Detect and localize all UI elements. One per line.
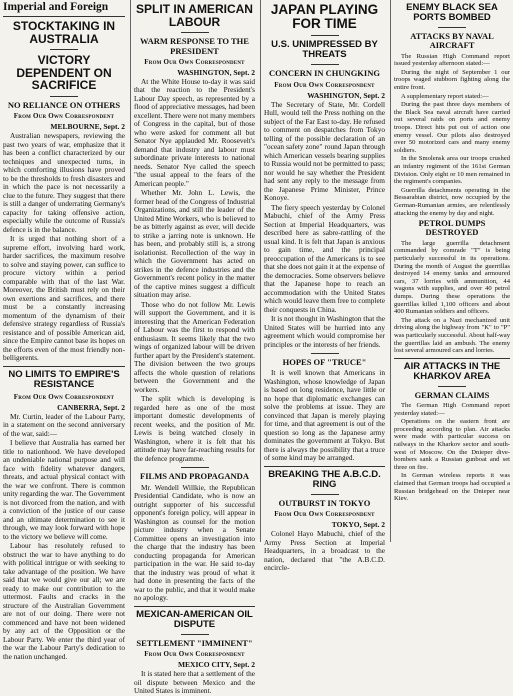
kicker: NO RELIANCE ON OTHERS [7,99,121,110]
dateline: TOKYO, Sept. 2 [331,520,385,530]
article-oil-dispute [134,610,255,696]
article-kharkov [394,362,510,503]
paragraph: Australian newspapers, reviewing the past two years of war, emphasize that it has been a conflict characterized by our techniques and unexpected turns, in which comforting illusions have proved to be the thresholds to fresh disasters and in which the pace is not necessarily a clue to the future. They suggest that there is still a danger of underrating Germany's capacity for taking offensive action, especially while the outcome of Russia's defence is in the balance. [3,131,125,234]
article-truce [264,358,385,463]
dateline: WASHINGTON, Sept. 2 [177,67,255,77]
dateline: MELBOURNE, Sept. 2 [50,122,125,132]
headline: AIR ATTACKS IN THE KHARKOV AREA [403,360,501,382]
divider [438,386,466,387]
dateline: CANBERRA, Sept. 2 [57,402,125,412]
headline: FILMS AND PROPAGANDA [140,471,249,482]
divider [181,467,209,468]
subheadline: OUTBURST IN TOKYO [278,497,371,508]
paragraph: The split which is developing is regarded here as one of the most important domestic developments of recent weeks, and the position of Mr. Lewis is being watched closely in Washington, where it is felt that his attitude may have far-reaching results for the defence programme. [134,394,255,463]
paragraph: I believe that Australia has earned her title to nationhood. We have developed an undeniable national purpose and will face with fidelity whatever dangers, threats, and actual physical contact with the war we confront. There is common unity regarding the war. The Government is not divorced from the nation, and with a conviction of the justice of our cause and an ultimate determination to see it through, we may look forward with hope to the victory we believe will come. [3,438,125,541]
column-1 [0,0,128,661]
paragraph: In German wireless reports it was claimed that German troops had occupied a Russian bridgehead on the Dnieper near Kiev. [394,472,510,503]
divider [50,49,78,50]
paragraph: Those who do not follow Mr. Lewis will support the Government, and it is interesting that the American Federation of Labour was the first to respond with enthusiasm. It seems likely that the two wings of organized labour will be driven further apart by the President's statement. The division between the two groups affects the whole question of relations between the Government and the workers. [134,299,255,394]
byline: From Our Own Correspondent [144,650,245,658]
paragraph: During the past three days members of the Black Sea naval aircraft have carried out several raids on ports and enemy troops. Direct hits put out of action one enemy vessel. Our pilots also destroyed over 50 motorized cars and many enemy soldiers. [394,101,510,154]
paragraph: Mr. Wendell Willkie, the Republican Presidential Candidate, who is now an outright supporter of his successful opponent's foreign policy, will appear in Washington as counsel for the motion picture industry when a Senate Committee opens an investigation into the charge that the industry has been conducting propaganda for American participation in the war. He said to-day that the industry was proud of what it had done in presenting the facts of the war to the public, and that it would make no apology. [134,482,255,603]
byline: From Our Own Correspondent [274,510,375,519]
divider [3,366,125,367]
paragraph: It is urged that nothing short of a supreme effort, involving hard work, harder sacrifices, the maximum resolve to solve and staying power, can suffice to procure victory within a period comparable with that of the last War. Moreover, the British must rely on their own exertions and sacrifices, and there must be a constantly increasing momentum of the dynamism of their defensive strategy regardless of Russia's resistance and of possible American aid, since the Empire cannot base its hopes on the efforts even of the most friendly non-belligerents. [3,234,125,363]
subheadline: ATTACKS BY NAVAL AIRCRAFT [410,30,494,51]
paragraph: During the night of September 1 our troops waged stubborn fighting along the entire front. [394,68,510,91]
article-american-labour [134,3,255,463]
paragraph: The Secretary of State, Mr. Cordell Hull, would tell the Press nothing on the subject of the Far East to-day. He refused to comment on despatches from Tokyo telling of the possible declaration of an "ocean safety zone" round Japan through which American vessels bearing supplies to Russia would not be permitted to pass; nor would he say whether the President had sent any reply to the message from the Japanese Prime Minister, Prince Konoye. [264,99,385,203]
section-heading: Imperial and Foreign [3,1,109,13]
column-4 [390,0,513,542]
paragraph: The large guerrilla detachment commanded by comrade "T" is being particularly successful in its operations. During the month of August the guerrillas destroyed 14 enemy tanks and armoured cars, 37 lorries with ammunition, 44 wagons with supplies, and over 40 petrol dumps. During these operations the guerrillas killed 1,100 officers and about 400 Rumanian soldiers and officers. [394,239,510,316]
paragraph: At the White House to-day it was said that the reaction to the President's Labour Day speech, as represented by a flood of appreciative messages, had been excellent. There were not many members of Congress in the capital, but of those who were asked for comment all but Senator Nye applauded Mr. Roosevelt's demand that industry and labour must subordinate private interests to national needs. Senator Nye called the speech "the usual appeal to the fears of the American people." [134,76,255,188]
divider [311,494,339,495]
dateline: MEXICO CITY, Sept. 2 [177,660,255,669]
paragraph: In the Smolensk area our troops crushed an infantry regiment of the 161st German Division. Only eight or 10 men remained in the regiment's companies. [394,155,510,186]
headline: NO LIMITS TO EMPIRE'S RESISTANCE [8,368,120,390]
paragraph: Whether Mr. John L. Lewis, the former head of the Congress of Industrial Organizations, and still the leader of the United Mine Workers, who is believed to be as bitterly against as ever, will decide to strike a jarring note is unknown. He has been, and probably still is, a strong isolationist. Recollection of the way in which the Government has acted on strikes in the defence industries and the Government's recent policy in the matter of the captive mines suggest a difficult situation may arise. [134,188,255,300]
paragraph: Guerrilla detachments operating in the Bessarabian district, now occupied by the German-Rumanian armies, are relentlessly attacking the enemy by day and night. [394,186,510,217]
headline: PETROL DUMPS DESTROYED [418,218,486,238]
paragraph: It is not thought in Washington that the United States will be hurried into any agreement which would compromise her principles or the interests of her friends. [264,314,385,349]
paragraph: The German High Command report yesterday stated:— [394,401,510,417]
byline: From Our Own Correspondent [144,57,245,66]
headline: HOPES OF "TRUCE" [282,357,367,368]
paragraph: A supplementary report stated:— [401,92,489,100]
divider [311,35,339,36]
paragraph: Mr. Curtin, leader of the Labour Party, in a statement on the second anniversary of the war, said:— [3,411,125,438]
column-3 [260,0,388,573]
divider [311,353,339,354]
article-petrol-dumps [394,219,510,355]
paragraph: It is well known that Americans in Washington, whose knowledge of Japan is based on long residence, have little or no hope that diplomatic exchanges can solve the problems at issue. They are convinced that Japan is merely playing for time, and that agreement is out of the question so long as the Japanese army dominates the government at Tokyo. But there is always the possibility that a truce of some kind may be arranged. [264,368,385,463]
article-japan [264,3,385,349]
subheadline: GERMAN CLAIMS [414,389,490,400]
headline: MEXICAN-AMERICAN OIL DISPUTE [136,608,253,630]
headline: STOCKTAKING IN AUSTRALIA [12,19,116,46]
divider [311,64,339,65]
article-abcd-ring [264,470,385,573]
paragraph: The Russian High Command report issued yesterday afternoon stated:— [394,52,510,68]
dateline: WASHINGTON, Sept. 2 [307,90,385,100]
article-black-sea [394,3,510,217]
paragraph: The attack on a Nazi mechanized unit driving along the highway from "K" to "P" was particularly successful. About half-way the guerrillas laid an ambush. The enemy lost several armoured cars and lorries. [394,316,510,355]
divider [3,16,125,17]
subheadline: U.S. UNIMPRESSED BY THREATS [271,39,378,61]
headline: SPLIT IN AMERICAN LABOUR [136,2,253,29]
paragraph: It is stated here that a settlement of the oil dispute between Mexico and the United States is imminent. [134,669,255,695]
divider [394,358,510,359]
divider [134,606,255,607]
paragraph: The fiery speech yesterday by Colonel Mabuchi, chief of the Army Press Section at Imperial Headquarters, was described here as sabre-rattling of the usual kind. It is felt that Japan is anxious to gain time, and the principal preoccupation of the Americans is to see that she does not gain it at the expense of the democracies. Some observers believe that the Japanese hope to reach an accommodation with the United States which would leave them free to complete their conquests in China. [264,202,385,314]
subheadline: SETTLEMENT "IMMINENT" [136,637,253,648]
column-2 [130,0,258,695]
divider [438,27,466,28]
byline: From Our Own Correspondent [13,392,115,401]
headline: ENEMY BLACK SEA PORTS BOMBED [406,2,498,23]
article-stocktaking [3,20,125,363]
kicker: CONCERN IN CHUNGKING [269,68,380,79]
article-empire-resistance [3,370,125,661]
article-films [134,472,255,602]
divider [181,32,209,33]
paragraph: Colonel Hayo Mabuchi, chief of the Army Press Section at Imperial Headquarters, in a broadcast to the nation, declared that "the A.B.C.D. encircle- [264,529,385,573]
paragraph: Labour has resolutely refused to obstruct the war to have anything to do with political intrigue or with seeking to take advantage of the position. We have said that we would give our all; we are ready to make our contribution to the uttermost. Faults and cracks in the structure of the Australian Government are not of our doing. There were not commenced and have not been widened by any act of the Opposition or the Labour Party. We enter the third year of the war the Labour Party's dedication to the nation unchanged. [3,541,125,661]
subheadline: WARM RESPONSE TO THE PRESIDENT [140,36,249,56]
divider [181,634,209,635]
subheadline: VICTORY DEPENDENT ON SACRIFICE [16,53,112,93]
byline: From Our Own Correspondent [274,80,375,89]
headline: BREAKING THE A.B.C.D. RING [268,468,381,490]
divider [50,96,78,97]
byline: From Our Own Correspondent [13,112,115,121]
paragraph: Operations on the eastern front are proceeding according to plan. Air attacks were made with particular success on railways in the Kharkov sector and south-west of Moscow. On the Dnieper dive-bombers sank a Russian gunboat and set three on fire. [394,418,510,471]
headline: JAPAN PLAYING FOR TIME [270,2,379,32]
divider [264,466,385,467]
